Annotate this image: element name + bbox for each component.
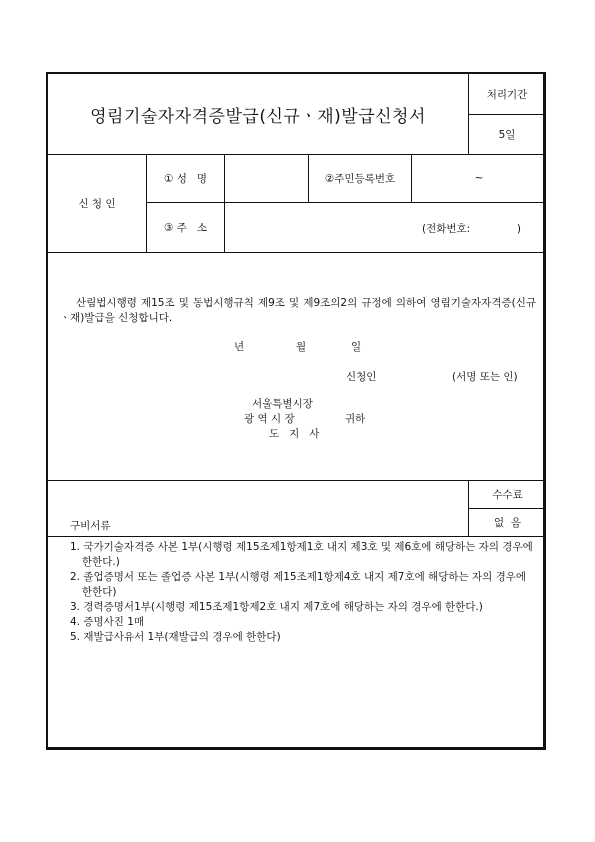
form-title: 영림기술자자격증발급(신규ㆍ재)발급신청서 bbox=[90, 106, 426, 127]
date-year: 년 bbox=[234, 341, 245, 353]
required-documents-list bbox=[70, 540, 538, 645]
processing-period-label: 처리기간 bbox=[486, 88, 528, 101]
address-label: ③ 주 소 bbox=[163, 222, 208, 234]
list-item: 1. 국가기술자격증 사본 1부(시행령 제15조제1항제1호 내지 제3호 및 제6호에 해당하는 자의 경우에 한한다.) bbox=[70, 541, 533, 568]
divider bbox=[48, 536, 546, 537]
addressee-metropolitan: 광 역 시 장 bbox=[244, 413, 295, 425]
application-statement: 산림법시행령 제15조 및 동법시행규칙 제9조 및 제9조의2의 규정에 의하여 영림기술자자격증(신규ㆍ재)발급을 신청합니다. bbox=[60, 297, 536, 324]
list-item: 2. 졸업증명서 또는 졸업증 사본 1부(시행령 제15조제1항제4호 내지 제7호에 해당하는 자의 경우에 한한다) bbox=[70, 571, 527, 598]
divider bbox=[48, 252, 546, 253]
fee-label: 수수료 bbox=[492, 488, 523, 501]
name-field[interactable] bbox=[225, 154, 308, 202]
list-item: 3. 경력증명서1부(시행령 제15조제1항제2호 내지 제7호에 해당하는 자의 경우에 한한다.) bbox=[70, 601, 483, 613]
applicant-sign-label: 신청인 bbox=[346, 371, 377, 383]
addressee-seoul: 서울특별시장 bbox=[252, 398, 313, 410]
addressee-province: 도 지 사 bbox=[269, 428, 320, 440]
date-month: 월 bbox=[296, 341, 307, 353]
honorific: 귀하 bbox=[345, 413, 366, 425]
fee-value: 없 음 bbox=[494, 517, 521, 529]
application-form bbox=[46, 72, 546, 750]
processing-period-value: 5일 bbox=[498, 129, 516, 141]
date-day: 일 bbox=[351, 341, 362, 353]
sign-note: (서명 또는 인) bbox=[452, 371, 518, 383]
resident-number-label: ②주민등록번호 bbox=[324, 172, 396, 185]
required-documents-label: 구비서류 bbox=[70, 520, 111, 532]
list-item: 5. 재발급사유서 1부(재발급의 경우에 한한다) bbox=[70, 631, 281, 643]
resident-number-field[interactable]: ~ bbox=[474, 172, 484, 184]
list-item: 4. 증명사진 1매 bbox=[70, 616, 145, 628]
address-field[interactable] bbox=[225, 203, 546, 252]
applicant-section-label: 신 청 인 bbox=[78, 197, 116, 210]
phone-label: (전화번호: ) bbox=[422, 223, 522, 235]
name-label: ① 성 명 bbox=[163, 172, 208, 185]
